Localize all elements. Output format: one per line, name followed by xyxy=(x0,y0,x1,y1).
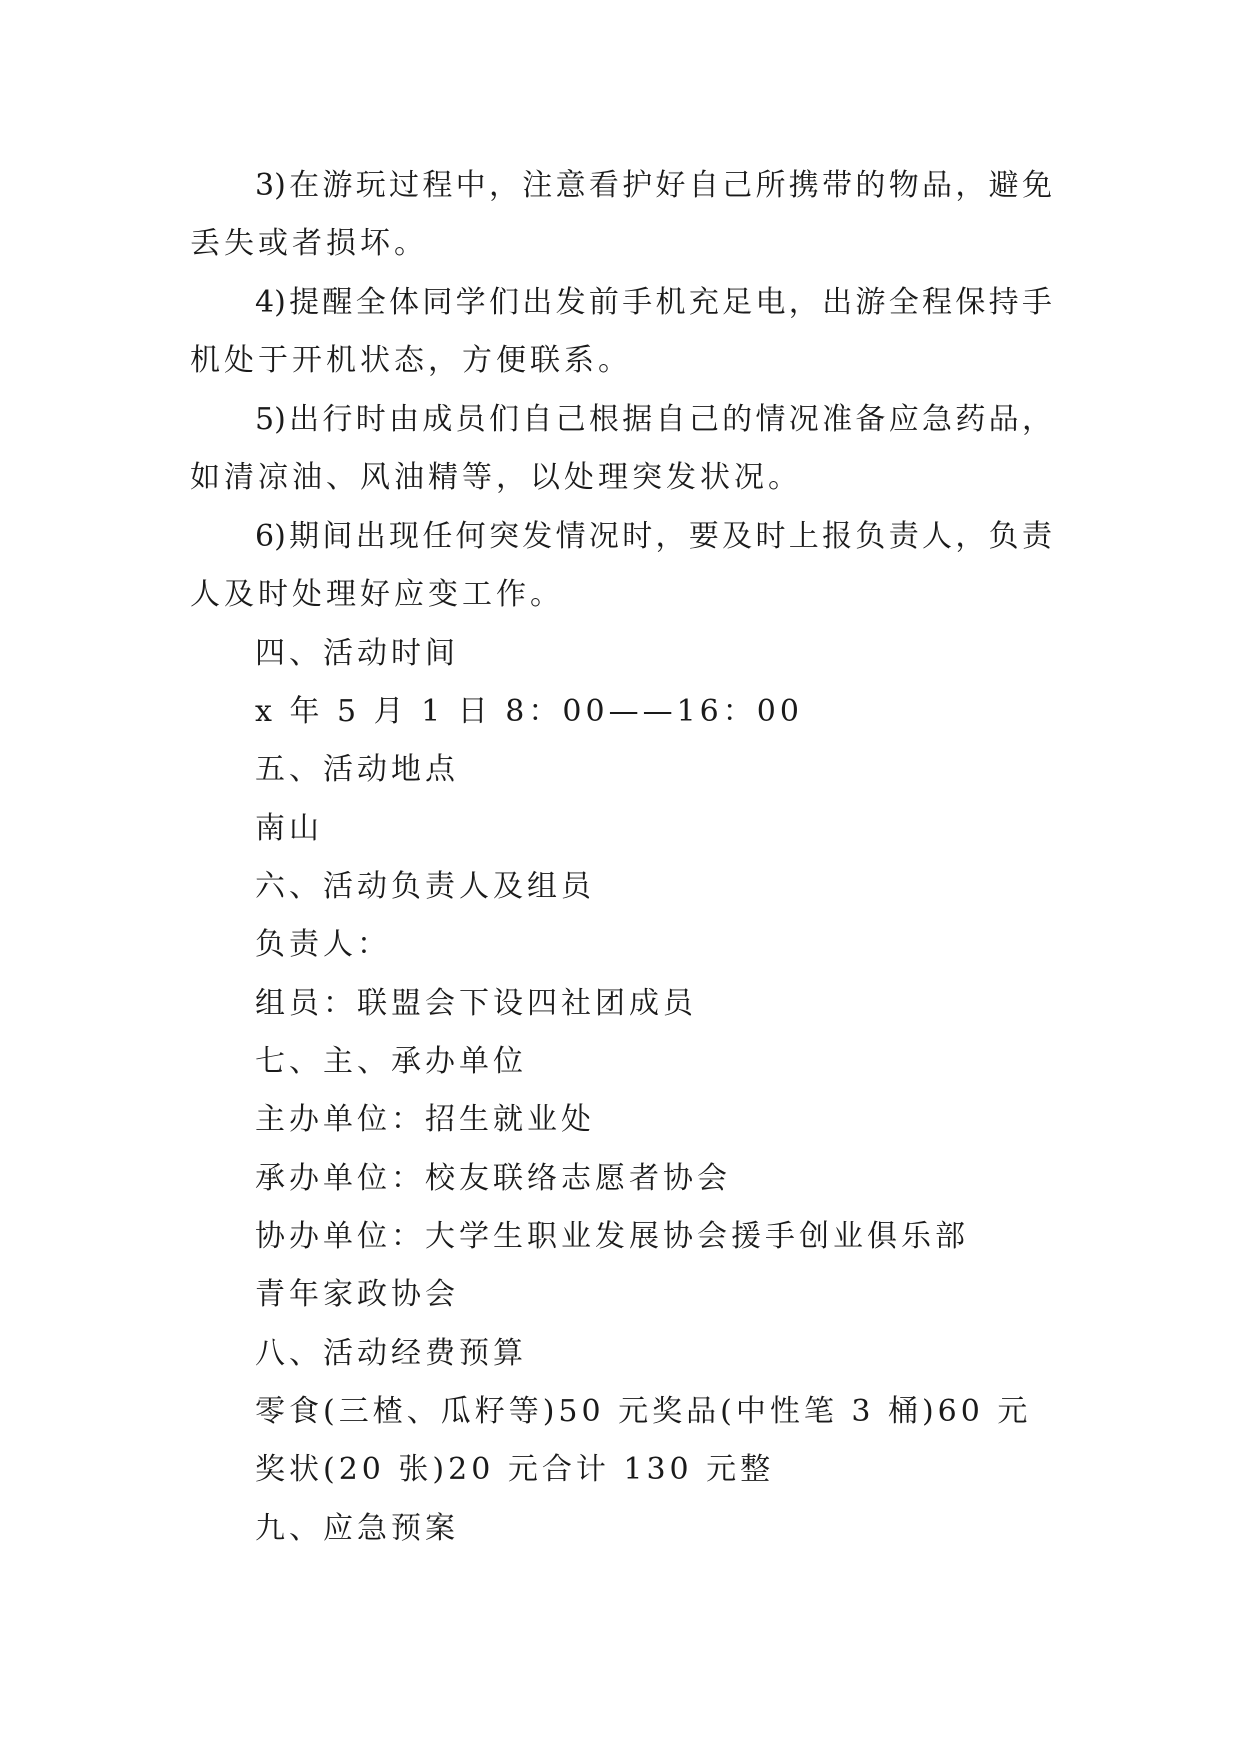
paragraph-line: 零食(三楂、瓜籽等)50 元奖品(中性笔 3 桶)60 元 xyxy=(255,1394,1032,1429)
section-heading: 八、活动经费预算 xyxy=(255,1336,527,1371)
paragraph-line: 6)期间出现任何突发情况时，要及时上报负责人，负责 xyxy=(255,519,1052,554)
section-heading: 六、活动负责人及组员 xyxy=(255,869,595,904)
paragraph-line: 5)出行时由成员们自己根据自己的情况准备应急药品， xyxy=(255,402,1052,437)
paragraph-line: 奖状(20 张)20 元合计 130 元整 xyxy=(255,1452,775,1487)
paragraph-line: 丢失或者损坏。 xyxy=(190,226,428,261)
paragraph-line: 如清凉油、风油精等，以处理突发状况。 xyxy=(190,460,802,495)
paragraph-line: 4)提醒全体同学们出发前手机充足电，出游全程保持手 xyxy=(255,285,1052,320)
paragraph-line: 人及时处理好应变工作。 xyxy=(190,577,564,612)
section-heading: 七、主、承办单位 xyxy=(255,1044,527,1079)
paragraph-line: x 年 5 月 1 日 8：00——16：00 xyxy=(255,694,803,729)
paragraph-line: 负责人： xyxy=(255,927,391,962)
section-heading: 五、活动地点 xyxy=(255,752,459,787)
section-heading: 九、应急预案 xyxy=(255,1511,459,1546)
section-heading: 四、活动时间 xyxy=(255,636,459,671)
paragraph-line: 机处于开机状态，方便联系。 xyxy=(190,343,632,378)
paragraph-line: 组员：联盟会下设四社团成员 xyxy=(255,986,697,1021)
paragraph-line: 3)在游玩过程中，注意看护好自己所携带的物品，避免 xyxy=(255,168,1052,203)
paragraph-line: 承办单位：校友联络志愿者协会 xyxy=(255,1161,731,1196)
paragraph-line: 主办单位：招生就业处 xyxy=(255,1102,595,1137)
paragraph-line: 青年家政协会 xyxy=(255,1277,459,1312)
paragraph-line: 南山 xyxy=(255,811,323,846)
paragraph-line: 协办单位：大学生职业发展协会援手创业俱乐部 xyxy=(255,1219,969,1254)
